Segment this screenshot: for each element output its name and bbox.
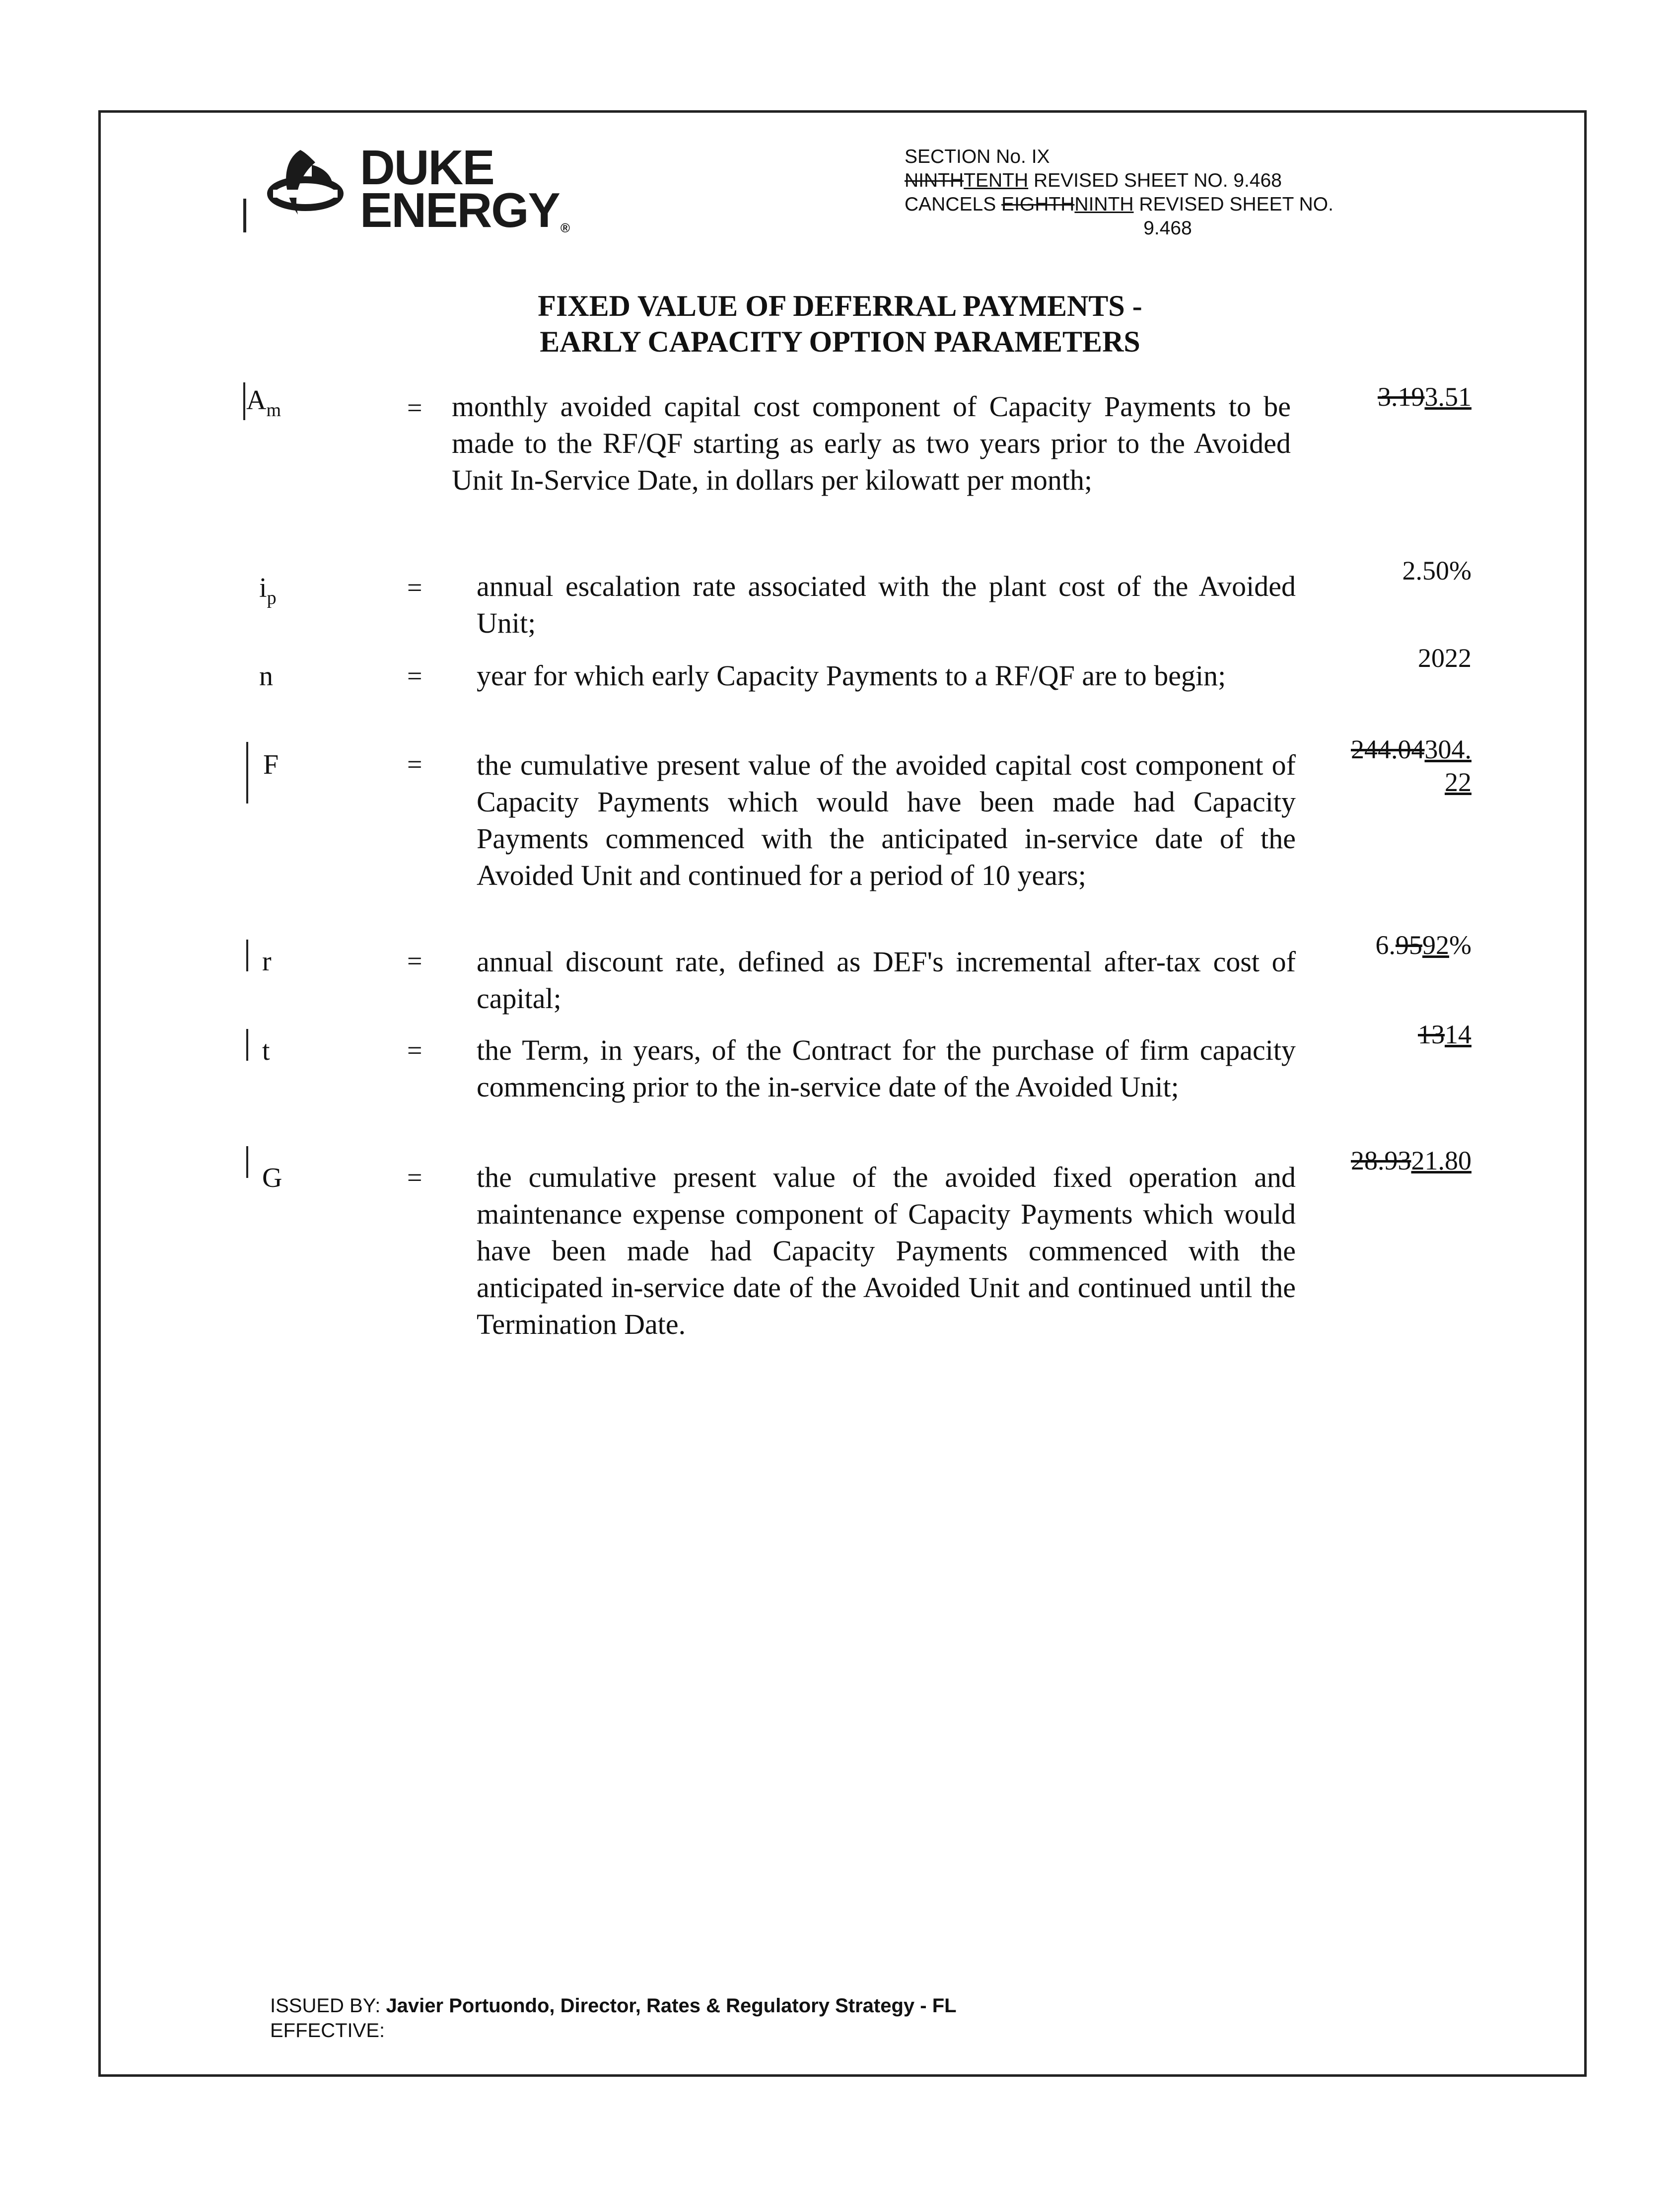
param-value-r: 6.9592%	[1375, 930, 1471, 960]
revised-sheet-line: NINTHTENTH REVISED SHEET NO. 9.468	[905, 170, 1282, 191]
param-description-am: monthly avoided capital cost component of Capacity Payments to be made to the RF/QF starting as early as two years prior to the Avoided Unit In-Service Date, in dollars per kilowatt per month;	[452, 390, 1291, 496]
revision-mark	[246, 1029, 248, 1061]
issuer-name: Javier Portuondo, Director, Rates & Regulatory Strategy - FL	[386, 1995, 957, 2017]
param-description-f: the cumulative present value of the avoided capital cost component of Capacity Payments which would have been made had Capacity Payments commenced with the anticipated in-service date of the Avoided Unit and continued for a period of 10 years;	[477, 749, 1296, 891]
revision-mark	[246, 940, 248, 971]
revision-mark	[243, 382, 245, 420]
param-symbol-n: n	[259, 661, 273, 692]
registered-mark: ®	[560, 220, 569, 235]
param-value-am: 3.193.51	[1378, 382, 1471, 412]
equals-sign: =	[407, 749, 422, 779]
param-value-f: 244.04304. 22	[1351, 734, 1471, 797]
equals-sign: =	[407, 573, 422, 602]
param-symbol-am: $A_m$	[246, 385, 281, 421]
param-symbol-r: r	[262, 946, 272, 977]
param-description-ip: annual escalation rate associated with the plant cost of the Avoided Unit;	[477, 570, 1296, 639]
equals-sign: =	[407, 946, 422, 976]
equals-sign: =	[407, 1035, 422, 1065]
param-description-r: annual discount rate, defined as DEF's incremental after-tax cost of capital;	[477, 946, 1296, 1015]
sheet-header	[905, 145, 1431, 240]
param-description-n: year for which early Capacity Payments to a RF/QF are to begin;	[477, 659, 1226, 692]
issued-by-line: ISSUED BY: Javier Portuondo, Director, Rates & Regulatory Strategy - FL	[270, 1995, 957, 2017]
equals-sign: =	[407, 1163, 422, 1192]
param-value-n: 2022	[1418, 643, 1471, 673]
section-number: SECTION No. IX	[905, 146, 1050, 167]
equals-sign: =	[407, 393, 422, 423]
issued-footer	[270, 1993, 957, 2043]
revision-mark	[246, 742, 248, 803]
logo-word-energy: ENERGY®	[360, 183, 569, 237]
param-value-g: 28.9321.80	[1351, 1146, 1471, 1175]
param-description-t: the Term, in years, of the Contract for the purchase of firm capacity commencing prior to the in-service date of the Avoided Unit;	[477, 1034, 1296, 1103]
param-value-t: 1314	[1418, 1020, 1471, 1049]
param-symbol-ip: $i_p$	[259, 573, 277, 608]
param-description-g: the cumulative present value of the avoided fixed operation and maintenance expense component of Capacity Payments which would have been made had Capacity Payments commenced with the anticipated in-service date of the Avoided Unit and continued until the Termination Date.	[477, 1161, 1296, 1340]
logo-word-duke: DUKE	[360, 140, 494, 195]
page-title: FIXED VALUE OF DEFERRAL PAYMENTS - EARLY CAPACITY OPTION PARAMETERS	[538, 290, 1142, 358]
param-symbol-g: G	[262, 1163, 282, 1193]
globe-flame-icon	[253, 140, 352, 224]
equals-sign: =	[407, 661, 422, 691]
param-symbol-t: t	[262, 1035, 270, 1066]
effective-line: EFFECTIVE:	[270, 2020, 385, 2042]
param-value-ip: 2.50%	[1402, 556, 1471, 585]
duke-energy-logo	[243, 140, 569, 237]
revision-mark	[246, 1146, 248, 1178]
cancels-sheet-line: CANCELS EIGHTHNINTH REVISED SHEET NO.	[905, 194, 1333, 215]
sheet-number: 9.468	[1143, 218, 1192, 239]
revision-mark	[243, 199, 246, 232]
param-symbol-f: F	[263, 749, 279, 780]
